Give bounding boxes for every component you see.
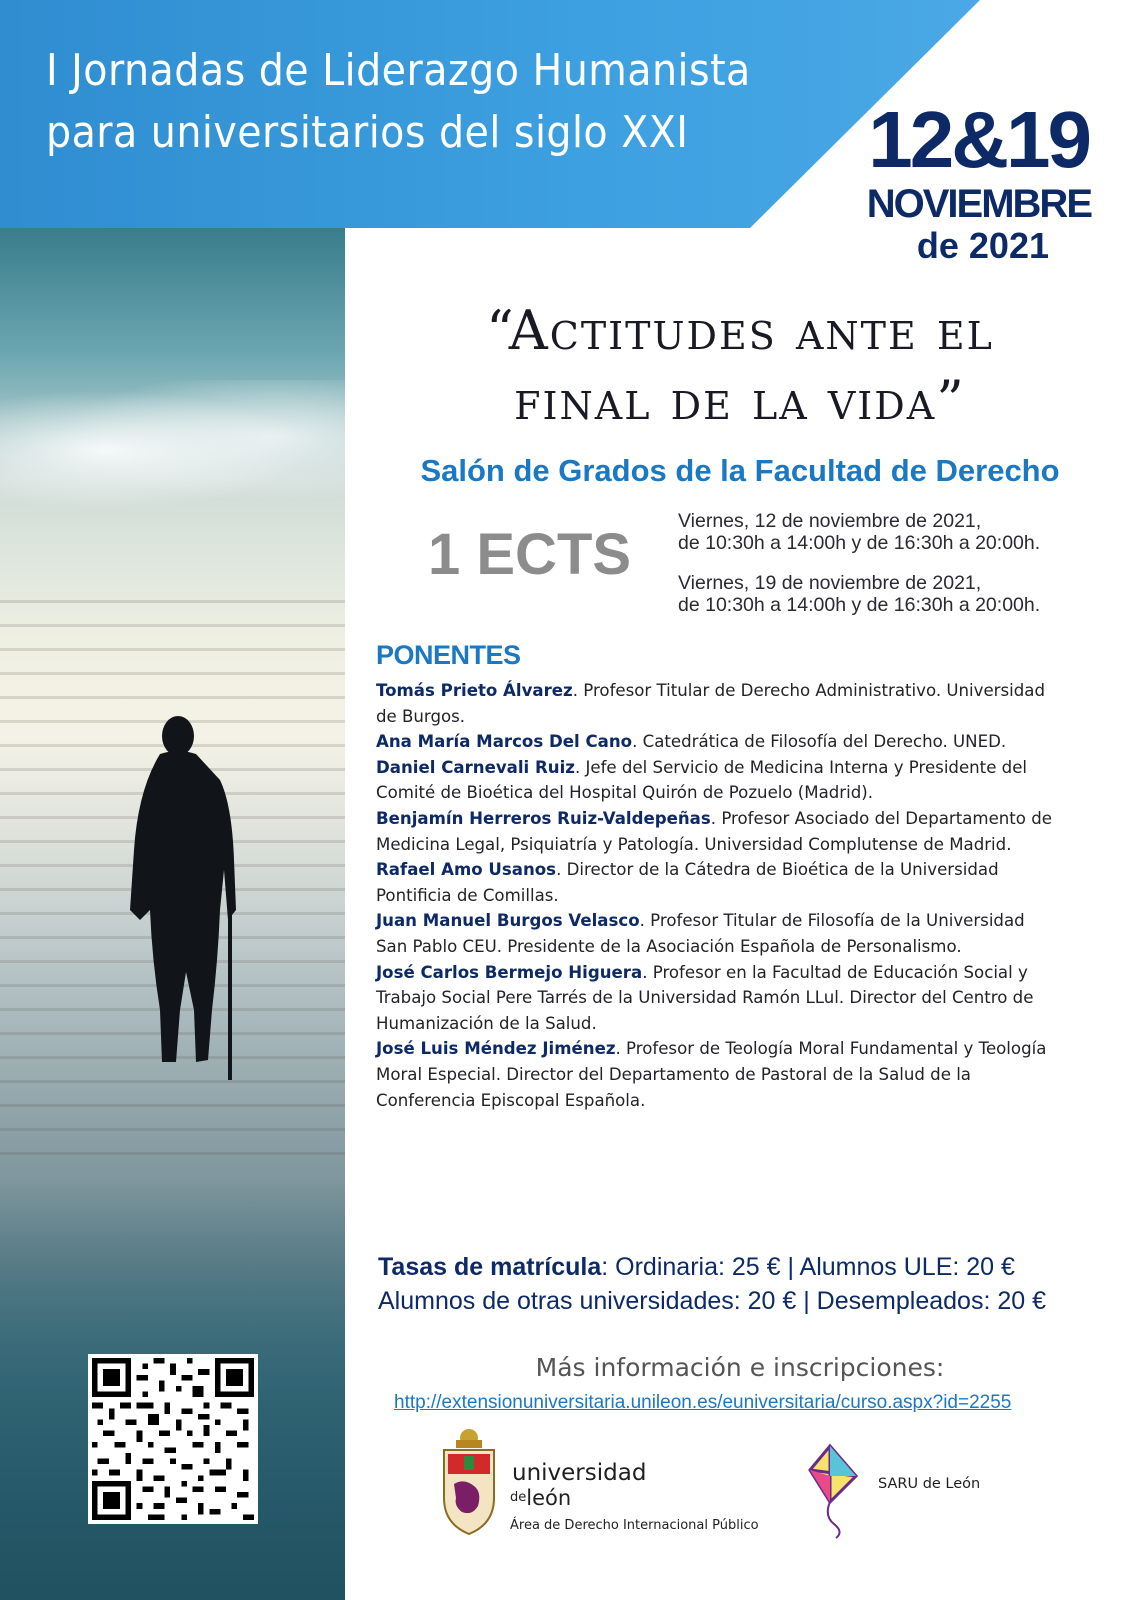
event-title [46, 40, 751, 164]
saru-logo-icon [800, 1440, 862, 1540]
event-title-line1: I Jornadas de Liderazgo Humanista [46, 45, 751, 96]
schedule-item [678, 510, 1040, 554]
qr-code-icon [92, 1358, 254, 1520]
speaker-item [376, 1036, 1056, 1113]
credits-badge: 1 ECTS [428, 522, 632, 587]
speaker-desc: . Jefe del Servicio de Medicina Interna y Presidente del Comité de Bioética del Hospital Quirón de Pozuelo (Madrid). [376, 757, 1028, 803]
event-month: NOVIEMBRE [866, 182, 1091, 226]
speaker-item [376, 857, 1056, 908]
speaker-item [376, 729, 1056, 755]
speaker-item [376, 908, 1056, 959]
speaker-name: Juan Manuel Burgos Velasco [376, 911, 640, 931]
university-leon: león [526, 1486, 572, 1510]
schedule-date: Viernes, 12 de noviembre de 2021, [678, 510, 982, 532]
schedule-item [678, 572, 1040, 616]
university-city [510, 1485, 571, 1511]
course-title-line2: final de la vida” [514, 369, 966, 432]
university-name: universidad [512, 1460, 647, 1486]
speaker-desc: . Catedrática de Filosofía del Derecho. UNED. [632, 732, 1007, 752]
speaker-item [376, 960, 1056, 1037]
speaker-desc: . Profesor de Teología Moral Fundamental y Teología Moral Especial. Director del Departamento de Pastoral de la Salud de la Conferencia Episcopal Española. [376, 1039, 1047, 1110]
speakers-list [376, 678, 1056, 1113]
speaker-item [376, 678, 1056, 729]
coat-of-arms-icon [438, 1428, 500, 1538]
speaker-desc: . Profesor Titular de Derecho Administrativo. Universidad de Burgos. [376, 681, 1045, 726]
speaker-name: Tomás Prieto Álvarez [376, 681, 573, 700]
department-name: Área de Derecho Internacional Público [510, 1518, 759, 1533]
speaker-name: Rafael Amo Usanos [376, 860, 557, 880]
speaker-name: José Carlos Bermejo Higuera [376, 962, 643, 982]
fees-line2: Alumnos de otras universidades: 20 € | Desempleados: 20 € [378, 1287, 1046, 1315]
speaker-desc: . Profesor Asociado del Departamento de Medicina Legal, Psiquiatría y Patología. Universidad Complutense de Madrid. [376, 808, 1052, 854]
schedule-hours: de 10:30h a 14:00h y de 16:30h a 20:00h. [678, 532, 1041, 554]
schedule-hours: de 10:30h a 14:00h y de 16:30h a 20:00h. [678, 594, 1041, 616]
venue: Salón de Grados de la Facultad de Derecho [420, 453, 1060, 488]
event-days: 12&19 [868, 95, 1089, 184]
event-year: de 2021 [916, 225, 1049, 266]
speaker-desc: . Profesor en la Facultad de Educación Social y Trabajo Social Pere Tarrés de la Universidad Ramón LLul. Director del Centro de Humanización de la Salud. [376, 962, 1034, 1033]
fees-ordinary: : Ordinaria: 25 € | Alumnos ULE: 20 € [601, 1253, 1015, 1281]
speaker-name: Daniel Carnevali Ruiz [376, 757, 575, 777]
schedule-date: Viernes, 19 de noviembre de 2021, [678, 572, 982, 594]
speaker-desc: . Director de la Cátedra de Bioética de la Universidad Pontificia de Comillas. [376, 860, 999, 905]
speaker-name: Benjamín Herreros Ruiz-Valdepeñas [376, 808, 711, 828]
speaker-item [376, 755, 1056, 806]
fees-line1 [378, 1250, 1046, 1284]
speakers-heading: PONENTES [376, 640, 521, 670]
clouds [0, 380, 345, 520]
more-info-label: Más información e inscripciones: [535, 1353, 945, 1382]
speaker-desc: . Profesor Titular de Filosofía de la Universidad San Pablo CEU. Presidente de la Asociación Española de Personalismo. [376, 911, 1025, 956]
registration-fees [378, 1250, 1046, 1318]
qr-code[interactable] [88, 1354, 258, 1524]
speaker-item [376, 806, 1056, 857]
university-de: de [510, 1490, 527, 1505]
course-title [370, 296, 1110, 436]
speaker-name: Ana María Marcos Del Cano [376, 732, 633, 752]
schedule [678, 510, 1040, 634]
course-title-line1: “Actitudes ante el [486, 299, 994, 362]
saru-name: SARU de León [878, 1476, 981, 1492]
elderly-man-silhouette-icon [100, 710, 260, 1090]
event-title-line2: para universitarios del siglo XXI [46, 107, 689, 158]
registration-link[interactable]: http://extensionuniversitaria.unileon.es/euniversitaria/curso.aspx?id=2255 [394, 1392, 1012, 1413]
fees-label: Tasas de matrícula [378, 1253, 602, 1281]
speaker-name: José Luis Méndez Jiménez [376, 1039, 616, 1059]
